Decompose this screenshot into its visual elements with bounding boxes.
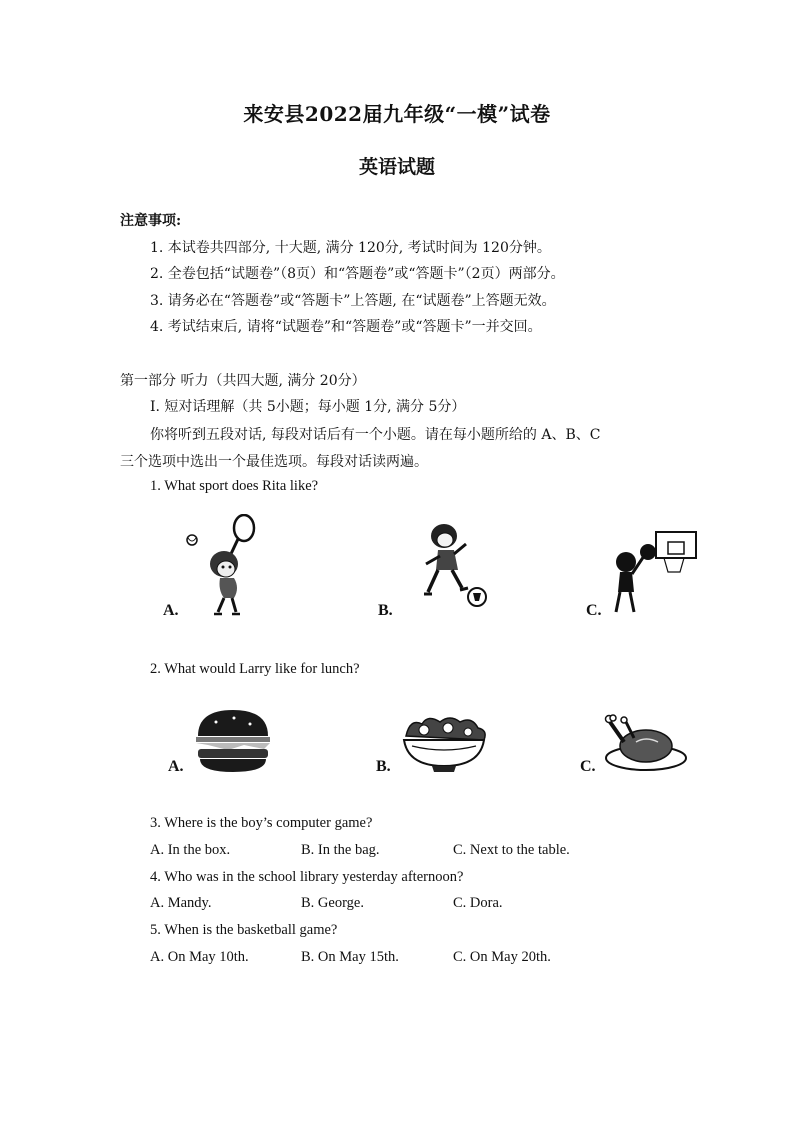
notice-item: 2. 全卷包括“试题卷”（8页）和“答题卷”或“答题卡”（2页）两部分。 xyxy=(150,266,565,282)
salad-bowl-icon xyxy=(398,714,490,778)
question-1: 1. What sport does Rita like? xyxy=(150,478,319,494)
option-a: A. In the box. xyxy=(150,842,231,858)
option-c: C. On May 20th. xyxy=(453,949,551,965)
tennis-player-icon xyxy=(182,514,272,622)
soccer-player-icon xyxy=(418,522,490,614)
instruction-text: 三个选项中选出一个最佳选项。每段对话读两遍。 xyxy=(120,454,428,470)
question-2: 2. What would Larry like for lunch? xyxy=(150,661,360,677)
option-b: B. George. xyxy=(301,895,364,911)
question-5: 5. When is the basketball game? xyxy=(150,922,338,938)
option-a: A. On May 10th. xyxy=(150,949,249,965)
option-b-label: B. xyxy=(378,602,393,619)
instruction-text: 你将听到五段对话, 每段对话后有一个小题。请在每小题所给的 A、B、C xyxy=(150,427,601,443)
notice-item: 1. 本试卷共四部分, 十大题, 满分 120分, 考试时间为 120分钟。 xyxy=(150,240,551,256)
page-title: 来安县2022届九年级“一模”试卷 xyxy=(243,102,551,126)
hamburger-icon xyxy=(194,708,272,778)
question-3: 3. Where is the boy’s computer game? xyxy=(150,815,373,831)
section-heading: I. 短对话理解（共 5小题；每小题 1分, 满分 5分） xyxy=(150,399,466,415)
option-a: A. Mandy. xyxy=(150,895,212,911)
notice-item: 3. 请务必在“答题卷”或“答题卡”上答题, 在“试题卷”上答题无效。 xyxy=(150,293,556,309)
option-c-label: C. xyxy=(586,602,602,619)
option-c: C. Next to the table. xyxy=(453,842,570,858)
question-4: 4. Who was in the school library yesterday afternoon? xyxy=(150,869,464,885)
option-c: C. Dora. xyxy=(453,895,503,911)
option-b-label: B. xyxy=(376,758,391,775)
option-b: B. On May 15th. xyxy=(301,949,399,965)
notice-heading: 注意事项: xyxy=(120,213,182,229)
notice-item: 4. 考试结束后, 请将“试题卷”和“答题卷”或“答题卡”一并交回。 xyxy=(150,319,542,335)
option-c-label: C. xyxy=(580,758,596,775)
option-a-label: A. xyxy=(163,602,179,619)
part-heading: 第一部分 听力（共四大题, 满分 20分） xyxy=(120,373,366,389)
roast-chicken-icon xyxy=(602,712,688,778)
page-subtitle: 英语试题 xyxy=(358,156,435,178)
option-b: B. In the bag. xyxy=(301,842,380,858)
basketball-player-icon xyxy=(608,530,700,620)
option-a-label: A. xyxy=(168,758,184,775)
